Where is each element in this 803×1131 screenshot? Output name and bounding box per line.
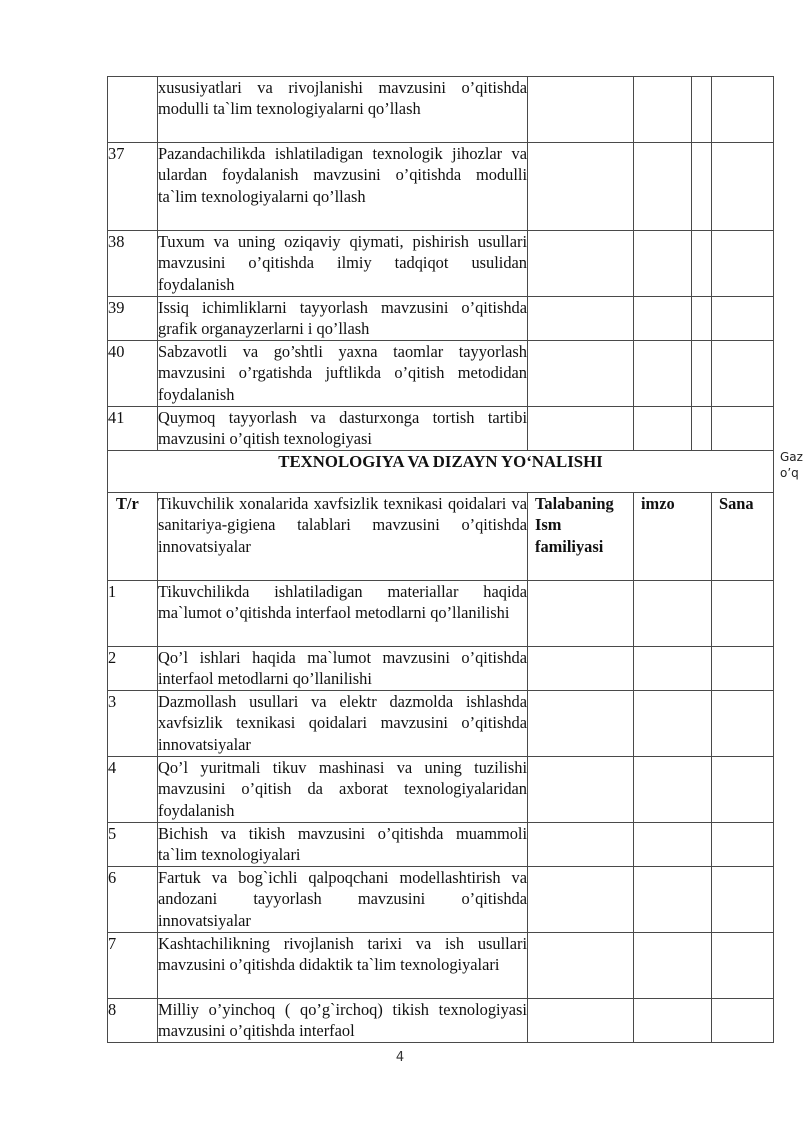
row-topic: Pazandachilikda ishlatiladigan texnologik jihozlar va ulardan foydalanish mavzusini o’qitishda modulli ta`lim texnologiyalarni qo’llash	[158, 143, 528, 231]
row-topic: Tuxum va uning oziqaviy qiymati, pishirish usullari mavzusini o’qitishda ilmiy tadqiqot usulidan foydalanish	[158, 231, 528, 297]
signature-cell	[634, 999, 712, 1043]
row-number: 7	[108, 933, 158, 999]
date-cell	[712, 77, 774, 143]
row-topic: Qo’l ishlari haqida ma`lumot mavzusini o’qitishda interfaol metodlarni qo’llanilishi	[158, 647, 528, 691]
row-topic: Bichish va tikish mavzusini o’qitishda muammoli ta`lim texnologiyalari	[158, 823, 528, 867]
signature-cell	[634, 77, 692, 143]
table-row	[108, 143, 774, 231]
section-row	[108, 451, 774, 493]
table-row	[108, 581, 774, 647]
signature-cell	[634, 933, 712, 999]
signature-cell	[634, 867, 712, 933]
row-number: 8	[108, 999, 158, 1043]
date-cell	[712, 143, 774, 231]
top-rows	[108, 77, 774, 1043]
student-cell	[528, 407, 634, 451]
signature-cell	[634, 231, 692, 297]
table-row	[108, 933, 774, 999]
signature-cell	[634, 407, 692, 451]
header-date: Sana	[712, 493, 774, 581]
row-number: 1	[108, 581, 158, 647]
row-number: 4	[108, 757, 158, 823]
signature-cell	[634, 581, 712, 647]
table-row	[108, 231, 774, 297]
signature-cell	[634, 143, 692, 231]
row-number: 41	[108, 407, 158, 451]
date-cell	[712, 999, 774, 1043]
narrow-cell	[692, 407, 712, 451]
date-cell	[712, 231, 774, 297]
row-topic: Sabzavotli va go’shtli yaxna taomlar tayyorlash mavzusini o’rgatishda juftlikda o’qitish metodidan foydalanish	[158, 341, 528, 407]
row-topic: Issiq ichimliklarni tayyorlash mavzusini o’qitishda grafik organayzerlarni i qo’llash	[158, 297, 528, 341]
header-student-name: Talabaning Ism familiyasi	[528, 493, 634, 581]
student-cell	[528, 933, 634, 999]
date-cell	[712, 691, 774, 757]
row-topic: Dazmollash usullari va elektr dazmolda ishlashda xavfsizlik texnikasi qoidalari mavzusini o’qitishda innovatsiyalar	[158, 691, 528, 757]
date-cell	[712, 297, 774, 341]
signature-cell	[634, 757, 712, 823]
row-number	[108, 77, 158, 143]
date-cell	[712, 867, 774, 933]
row-topic: Milliy o’yinchoq ( qo’g`irchoq) tikish texnologiyasi mavzusini o’qitishda interfaol	[158, 999, 528, 1043]
table-row	[108, 647, 774, 691]
signature-cell	[634, 341, 692, 407]
row-number: 6	[108, 867, 158, 933]
student-cell	[528, 581, 634, 647]
row-number: 5	[108, 823, 158, 867]
student-cell	[528, 999, 634, 1043]
header-signature: imzo	[634, 493, 712, 581]
table-row	[108, 823, 774, 867]
row-topic: Qo’l yuritmali tikuv mashinasi va uning tuzilishi mavzusini o’qitish da axborat texnologiyalaridan foydalanish	[158, 757, 528, 823]
table-row	[108, 341, 774, 407]
student-cell	[528, 757, 634, 823]
header-row	[108, 493, 774, 581]
header-number: T/r	[108, 493, 158, 581]
section-title: TEXNOLOGIYA VA DIZAYN YO‘NALISHI	[108, 451, 774, 493]
student-cell	[528, 691, 634, 757]
student-cell	[528, 823, 634, 867]
student-cell	[528, 867, 634, 933]
assignment-table	[107, 76, 774, 1043]
narrow-cell	[692, 231, 712, 297]
row-topic: Tikuvchilikda ishlatiladigan materiallar haqida ma`lumot o’qitishda interfaol metodlarni qo’llanilishi	[158, 581, 528, 647]
table-row	[108, 757, 774, 823]
narrow-cell	[692, 143, 712, 231]
signature-cell	[634, 691, 712, 757]
row-topic: Kashtachilikning rivojlanish tarixi va ish usullari mavzusini o’qitishda didaktik ta`lim texnologiyalari	[158, 933, 528, 999]
table-row	[108, 407, 774, 451]
narrow-cell	[692, 341, 712, 407]
date-cell	[712, 933, 774, 999]
student-cell	[528, 231, 634, 297]
cut-off-side-text: Gaz o’q	[780, 450, 803, 480]
date-cell	[712, 407, 774, 451]
student-cell	[528, 77, 634, 143]
table-row	[108, 999, 774, 1043]
row-number: 2	[108, 647, 158, 691]
student-cell	[528, 143, 634, 231]
table-row	[108, 77, 774, 143]
date-cell	[712, 647, 774, 691]
table-row	[108, 867, 774, 933]
row-number: 38	[108, 231, 158, 297]
row-number: 37	[108, 143, 158, 231]
row-topic: Fartuk va bog`ichli qalpoqchani modellashtirish va andozani tayyorlash mavzusini o’qitishda innovatsiyalar	[158, 867, 528, 933]
narrow-cell	[692, 297, 712, 341]
date-cell	[712, 823, 774, 867]
header-topic: Tikuvchilik xonalarida xavfsizlik texnikasi qoidalari va sanitariya-gigiena talablari mavzusini o’qitishda innovatsiyalar	[158, 493, 528, 581]
date-cell	[712, 341, 774, 407]
date-cell	[712, 757, 774, 823]
signature-cell	[634, 647, 712, 691]
date-cell	[712, 581, 774, 647]
row-topic: xususiyatlari va rivojlanishi mavzusini o’qitishda modulli ta`lim texnologiyalarni qo’llash	[158, 77, 528, 143]
signature-cell	[634, 297, 692, 341]
student-cell	[528, 647, 634, 691]
table-row	[108, 691, 774, 757]
signature-cell	[634, 823, 712, 867]
narrow-cell	[692, 77, 712, 143]
row-number: 39	[108, 297, 158, 341]
row-number: 40	[108, 341, 158, 407]
page-number: 4	[395, 1050, 405, 1065]
student-cell	[528, 341, 634, 407]
row-number: 3	[108, 691, 158, 757]
student-cell	[528, 297, 634, 341]
row-topic: Quymoq tayyorlash va dasturxonga tortish tartibi mavzusini o’qitish texnologiyasi	[158, 407, 528, 451]
table-row	[108, 297, 774, 341]
